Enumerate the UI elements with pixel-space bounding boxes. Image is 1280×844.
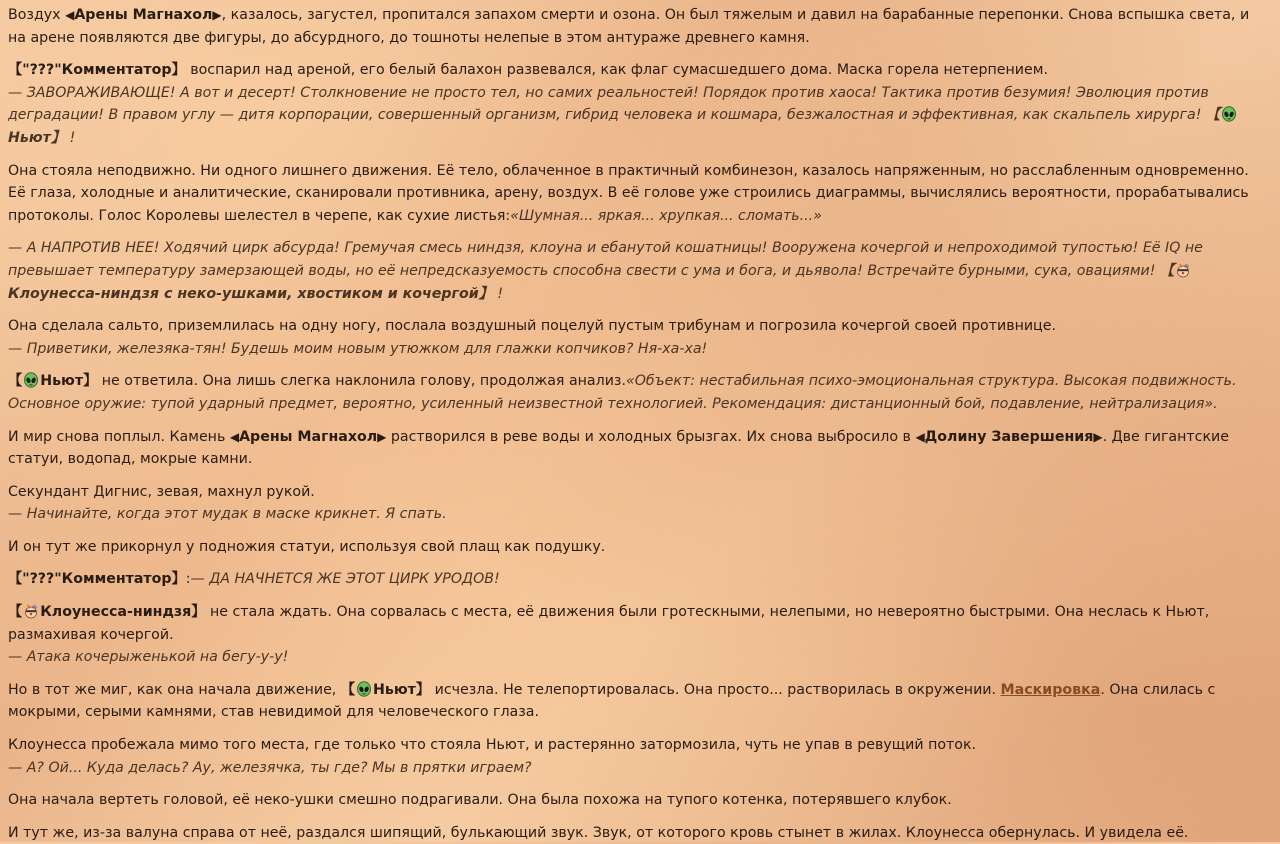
- commentator-speech: [8, 85, 1238, 146]
- commentator-name: 【"???"Комментатор】: [8, 571, 186, 588]
- text: Но в тот же миг, как она начала движение,: [8, 681, 341, 698]
- bracket-open: 【: [8, 373, 23, 390]
- text: не стала ждать. Она сорвалась с места, её движения были гротескными, нелепыми, но невероятно быстрыми. Она неслась к Ньют, размахивая кочергой.: [8, 604, 1210, 643]
- skill-link-masking[interactable]: Маскировка: [1000, 681, 1101, 698]
- text: исчезла. Не телепортировалась. Она просто... растворилась в окружении.: [430, 681, 1001, 698]
- paragraph-1: [8, 4, 1270, 49]
- text: . Две гигантские статуи, водопад, мокрые камни.: [8, 428, 1229, 468]
- bracket-open: 【: [340, 681, 356, 698]
- valley-name: [915, 429, 1102, 445]
- triangle-left-icon: ◀: [229, 429, 240, 444]
- triangle-left-icon: ◀: [65, 8, 75, 22]
- alien-face-icon: [1220, 107, 1238, 123]
- text: !: [492, 285, 504, 302]
- bracket-open: 【: [8, 604, 23, 621]
- triangle-right-icon: ▶: [377, 429, 387, 444]
- text: И тут же, из-за валуна справа от неё, раздался шипящий, булькающий звук. Звук, от которого кровь стынет в жилах. Клоунесса обернулась. И увидела её.: [8, 824, 1189, 841]
- text: , казалось, загустел, пропитался запахом смерти и озона. Он был тяжелым и давил на барабанные перепонки. Снова вспышка света, и на арене появляются две фигуры, до абсурдного, до тошноты нелепые в этом антураже древнего камня.: [8, 7, 1250, 46]
- paragraph-4: [8, 237, 1270, 305]
- text: !: [65, 129, 76, 146]
- bracket-open: 【: [1205, 107, 1221, 124]
- alien-face-icon: [22, 373, 40, 389]
- text: И мир снова поплыл. Камень: [8, 428, 230, 445]
- speech-text: — ЗАВОРАЖИВАЮЩЕ! А вот и десерт! Столкновение не просто тел, но самих реальностей! Порядок против хаоса! Тактика против безумия! Эволюция против деградации! В правом углу — дитя корпорации, совершенный организм, гибрид человека и кошмара, безжалостная и эффективная, как скальпель хирурга!: [8, 84, 1209, 124]
- alien-face-icon: [355, 682, 373, 698]
- tag-name: Ньют】: [40, 373, 98, 390]
- dignis-speech: — Начинайте, когда этот мудак в маске крикнет. Я спать.: [8, 506, 447, 523]
- commentator-speech: — ДА НАЧНЕТСЯ ЖЕ ЭТОТ ЦИРК УРОДОВ!: [190, 571, 500, 588]
- paragraph-6: [8, 370, 1270, 415]
- text: не ответила. Она лишь слегка наклонила голову, продолжая анализ.: [97, 373, 626, 390]
- text: И он тут же прикорнул у подножия статуи, используя свой плащ как подушку.: [8, 538, 606, 555]
- valley-label: Долину Завершения: [924, 428, 1094, 445]
- paragraph-15: [8, 822, 1270, 844]
- text: Секундант Дигнис, зевая, махнул рукой.: [8, 483, 315, 500]
- text: Она стояла неподвижно. Ни одного лишнего движения. Её тело, облаченное в практичный комбинезон, казалось напряженным, но расслабленным одновременно. Её глаза, холодные и аналитические, сканировали противника, арену, воздух. В её голове уже строились диаграммы, вычислялись вероятности, прорабатывались протоколы. Голос Королевы шелестел в черепе, как сухие листья:: [8, 162, 1249, 224]
- commentator-speech: [8, 240, 1203, 301]
- arena-name: [230, 429, 387, 445]
- text: Она сделала сальто, приземлилась на одну ногу, послала воздушный поцелуй пустым трибунам и погрозила кочергой своей противнице.: [8, 318, 1056, 335]
- text: Она начала вертеть головой, её неко-ушки смешно подрагивали. Она была похожа на тупого котенка, потерявшего клубок.: [8, 792, 952, 809]
- clown-ninja-icon: [1174, 263, 1192, 279]
- newt-tag: [341, 682, 430, 698]
- paragraph-3: [8, 160, 1270, 228]
- text: . Она слилась с мокрыми, серыми камнями, став невидимой для человеческого глаза.: [8, 681, 1216, 721]
- speech-text: — А НАПРОТИВ НЕЕ! Ходячий цирк абсурда! Гремучая смесь ниндзя, клоуна и ебанутой кошатницы! Вооружена кочергой и непроходимой тупостью! Её IQ не превышает температуру замерзающей воды, но её непредсказуемость способна свести с ума и бога, и дьявола! Встречайте бурными, сука, овациями!: [8, 240, 1203, 279]
- clown-speech: — Атака кочерыженькой на бегу-у-у!: [8, 649, 289, 666]
- tag-name: Клоунесса-ниндзя】: [40, 604, 206, 621]
- arena-name: [65, 7, 222, 23]
- tag-name: Ньют】: [373, 681, 431, 698]
- paragraph-2: [8, 59, 1270, 149]
- triangle-left-icon: ◀: [915, 429, 925, 444]
- text: растворился в реве воды и холодных брызгах. Их снова выбросило в: [386, 428, 916, 445]
- text: Клоунесса пробежала мимо того места, где только что стояла Ньют, и растерянно затормозила, чуть не упав в ревущий поток.: [8, 737, 977, 754]
- paragraph-11: [8, 601, 1270, 669]
- text: Воздух: [8, 7, 66, 23]
- paragraph-8: [8, 481, 1270, 526]
- triangle-right-icon: ▶: [212, 8, 222, 22]
- clown-speech: — Приветики, железяка-тян! Будешь моим новым утюжком для глажки копчиков? Ня-ха-ха!: [8, 340, 708, 357]
- paragraph-14: [8, 789, 1270, 812]
- triangle-right-icon: ▶: [1093, 429, 1103, 444]
- clown-tag: [8, 604, 205, 620]
- text: :: [185, 571, 191, 588]
- bracket-open: 【: [1159, 262, 1175, 279]
- queen-whisper: «Шумная... яркая... хрупкая... сломать...»: [510, 207, 822, 224]
- paragraph-10: [8, 568, 1270, 591]
- paragraph-12: [8, 679, 1270, 724]
- newt-tag: [8, 373, 97, 389]
- clown-speech: — А? Ой... Куда делась? Ау, железячка, ты где? Мы в прятки играем?: [8, 759, 532, 776]
- arena-label: Арены Магнахол: [239, 428, 378, 445]
- paragraph-13: [8, 734, 1270, 779]
- newt-analysis: «Объект: нестабильная психо-эмоциональная структура. Высокая подвижность. Основное оружие: тупой ударный предмет, вероятно, усиленный неизвестной технологией. Рекомендация: дистанционный бой, подавление, нейтрализация».: [8, 373, 1237, 412]
- paragraph-5: [8, 315, 1270, 360]
- tag-name: Ньют】: [8, 129, 66, 146]
- paragraph-7: [8, 426, 1270, 471]
- tag-name: Клоунесса-ниндзя с неко-ушками, хвостиком и кочергой】: [8, 285, 493, 302]
- paragraph-9: [8, 536, 1270, 559]
- text: воспарил над ареной, его белый балахон развевался, как флаг сумасшедшего дома. Маска горела нетерпением.: [185, 62, 1048, 79]
- arena-label: Арены Магнахол: [74, 7, 213, 23]
- clown-ninja-icon: [22, 604, 40, 620]
- commentator-name: 【"???"Комментатор】: [8, 62, 186, 79]
